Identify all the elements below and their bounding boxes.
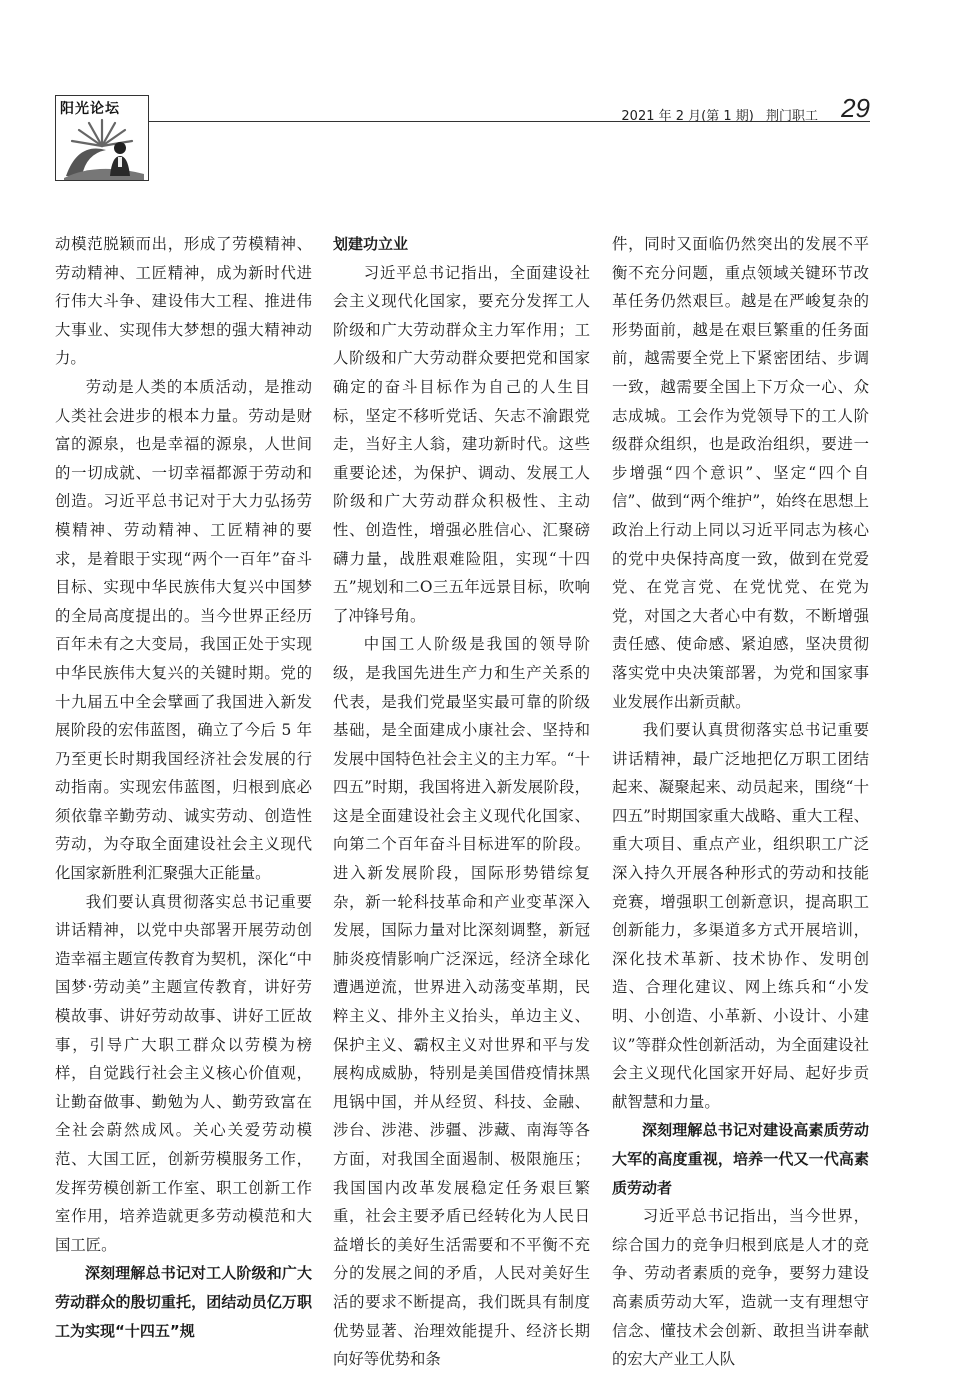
column-3 — [612, 230, 869, 1374]
body-paragraph: 我们要认真贯彻落实总书记重要讲话精神，最广泛地把亿万职工团结起来、凝聚起来、动员起来，围绕“十四五”时期国家重大战略、重大工程、重大项目、重点产业，组织职工广泛深入持久开展各种形式的劳动和技能竞赛，增强职工创新意识，提高职工创新能力，多渠道多方式开展培训，深化技术革新、技术协作、发明创造、合理化建议、网上练兵和“小发明、小创造、小革新、小设计、小建议”等群众性创新活动，为全面建设社会主义现代化国家开好局、起好步贡献智慧和力量。 — [612, 721, 869, 1111]
body-paragraph: 习近平总书记指出，全面建设社会主义现代化国家，要充分发挥工人阶级和广大劳动群众主力军作用；工人阶级和广大劳动群众要把党和国家确定的奋斗目标作为自己的人生目标，坚定不移听党话、矢志不渝跟党走，当好主人翁，建功新时代。这些重要论述，为保护、调动、发展工人阶级和广大劳动群众积极性、主动性、创造性，增强必胜信心、汇聚磅礴力量，战胜艰难险阻，实现“十四五”规划和二O三五年远景目标，吹响了冲锋号角。 — [333, 263, 590, 625]
section-logo — [55, 95, 149, 181]
section-heading: 划建功立业 — [333, 235, 409, 253]
page-number: 29 — [841, 93, 870, 123]
section-heading: 深刻理解总书记对工人阶级和广大劳动群众的殷切重托，团结动员亿万职工为实现“十四五”规 — [55, 1264, 312, 1340]
issue-date: 2021 年 2 月(第 1 期) — [621, 109, 754, 124]
body-paragraph: 习近平总书记指出，当今世界，综合国力的竞争归根到底是人才的竞争、劳动者素质的竞争，要努力建设高素质劳动大军，造就一支有理想守信念、懂技术会创新、敢担当讲奉献的宏大产业工人队 — [612, 1207, 869, 1369]
magazine-name: 荆门职工 — [765, 109, 818, 124]
body-paragraph: 劳动是人类的本质活动，是推动人类社会进步的根本力量。劳动是财富的源泉，也是幸福的源泉，人世间的一切成就、一切幸福都源于劳动和创造。习近平总书记对于大力弘扬劳模精神、劳动精神、工匠精神的要求，是着眼于实现“两个一百年”奋斗目标、实现中华民族伟大复兴中国梦的全局高度提出的。当今世界正经历百年未有之大变局，我国正处于实现中华民族伟大复兴的关键时期。党的十九届五中全会擘画了我国进入新发展阶段的宏伟蓝图，确立了今后 5 年乃至更长时期我国经济社会发展的行动指南。实现宏伟蓝图，归根到底必须依靠辛勤劳动、诚实劳动、创造性劳动，为夺取全面建设社会主义现代化国家新胜利汇聚强大正能量。 — [55, 377, 312, 883]
column-1 — [55, 230, 312, 1345]
column-2 — [333, 230, 590, 1374]
section-heading: 深刻理解总书记对建设高素质劳动大军的高度重视，培养一代又一代高素质劳动者 — [612, 1121, 869, 1197]
page-header — [55, 95, 870, 181]
body-paragraph: 我们要认真贯彻落实总书记重要讲话精神，以党中央部署开展劳动创造幸福主题宣传教育为契机，深化“中国梦·劳动美”主题宣传教育，讲好劳模故事、讲好劳动故事、讲好工匠故事，引导广大职工群众以劳模为榜样，自觉践行社会主义核心价值观，让勤奋做事、勤勉为人、勤劳致富在全社会蔚然成风。关心关爱劳动模范、大国工匠，创新劳模服务工作，发挥劳模创新工作室、职工创新工作室作用，培养造就更多劳动模范和大国工匠。 — [55, 892, 312, 1254]
body-paragraph: 件，同时又面临仍然突出的发展不平衡不充分问题，重点领域关键环节改革任务仍然艰巨。越是在严峻复杂的形势面前，越是在艰巨繁重的任务面前，越需要全党上下紧密团结、步调一致，越需要全国上下万众一心、众志成城。工会作为党领导下的工人阶级群众组织，也是政治组织，要进一步增强“四个意识”、坚定“四个自信”、做到“两个维护”，始终在思想上政治上行动上同以习近平同志为核心的党中央保持高度一致，做到在党爱党、在党言党、在党忧党、在党为党，对国之大者心中有数，不断增强责任感、使命感、紧迫感，坚决贯彻落实党中央决策部署，为党和国家事业发展作出新贡献。 — [612, 235, 869, 711]
section-title: 阳光论坛 — [60, 101, 120, 117]
body-paragraph: 动模范脱颖而出，形成了劳模精神、劳动精神、工匠精神，成为新时代进行伟大斗争、建设伟大工程、推进伟大事业、实现伟大梦想的强大精神动力。 — [55, 235, 312, 368]
sun-person-icon — [56, 116, 148, 180]
issue-info — [613, 105, 818, 124]
body-paragraph: 中国工人阶级是我国的领导阶级，是我国先进生产力和生产关系的代表，是我们党最坚实最可靠的阶级基础，是全面建成小康社会、坚持和发展中国特色社会主义的主力军。“十四五”时期，我国将进入新发展阶段，这是全面建设社会主义现代化国家、向第二个百年奋斗目标进军的阶段。进入新发展阶段，国际形势错综复杂，新一轮科技革命和产业变革深入发展，国际力量对比深刻调整，新冠肺炎疫情影响广泛深远，经济全球化遭遇逆流，世界进入动荡变革期，民粹主义、排外主义抬头，单边主义、保护主义、霸权主义对世界和平与发展构成威胁，特别是美国借疫情抹黑甩锅中国，并从经贸、科技、金融、涉台、涉港、涉疆、涉藏、南海等各方面，对我国全面遏制、极限施压；我国国内改革发展稳定任务艰巨繁重，社会主要矛盾已经转化为人民日益增长的美好生活需要和不平衡不充分的发展之间的矛盾，人民对美好生活的要求不断提高，我们既具有制度优势显著、治理效能提升、经济长期向好等优势和条 — [333, 635, 590, 1369]
